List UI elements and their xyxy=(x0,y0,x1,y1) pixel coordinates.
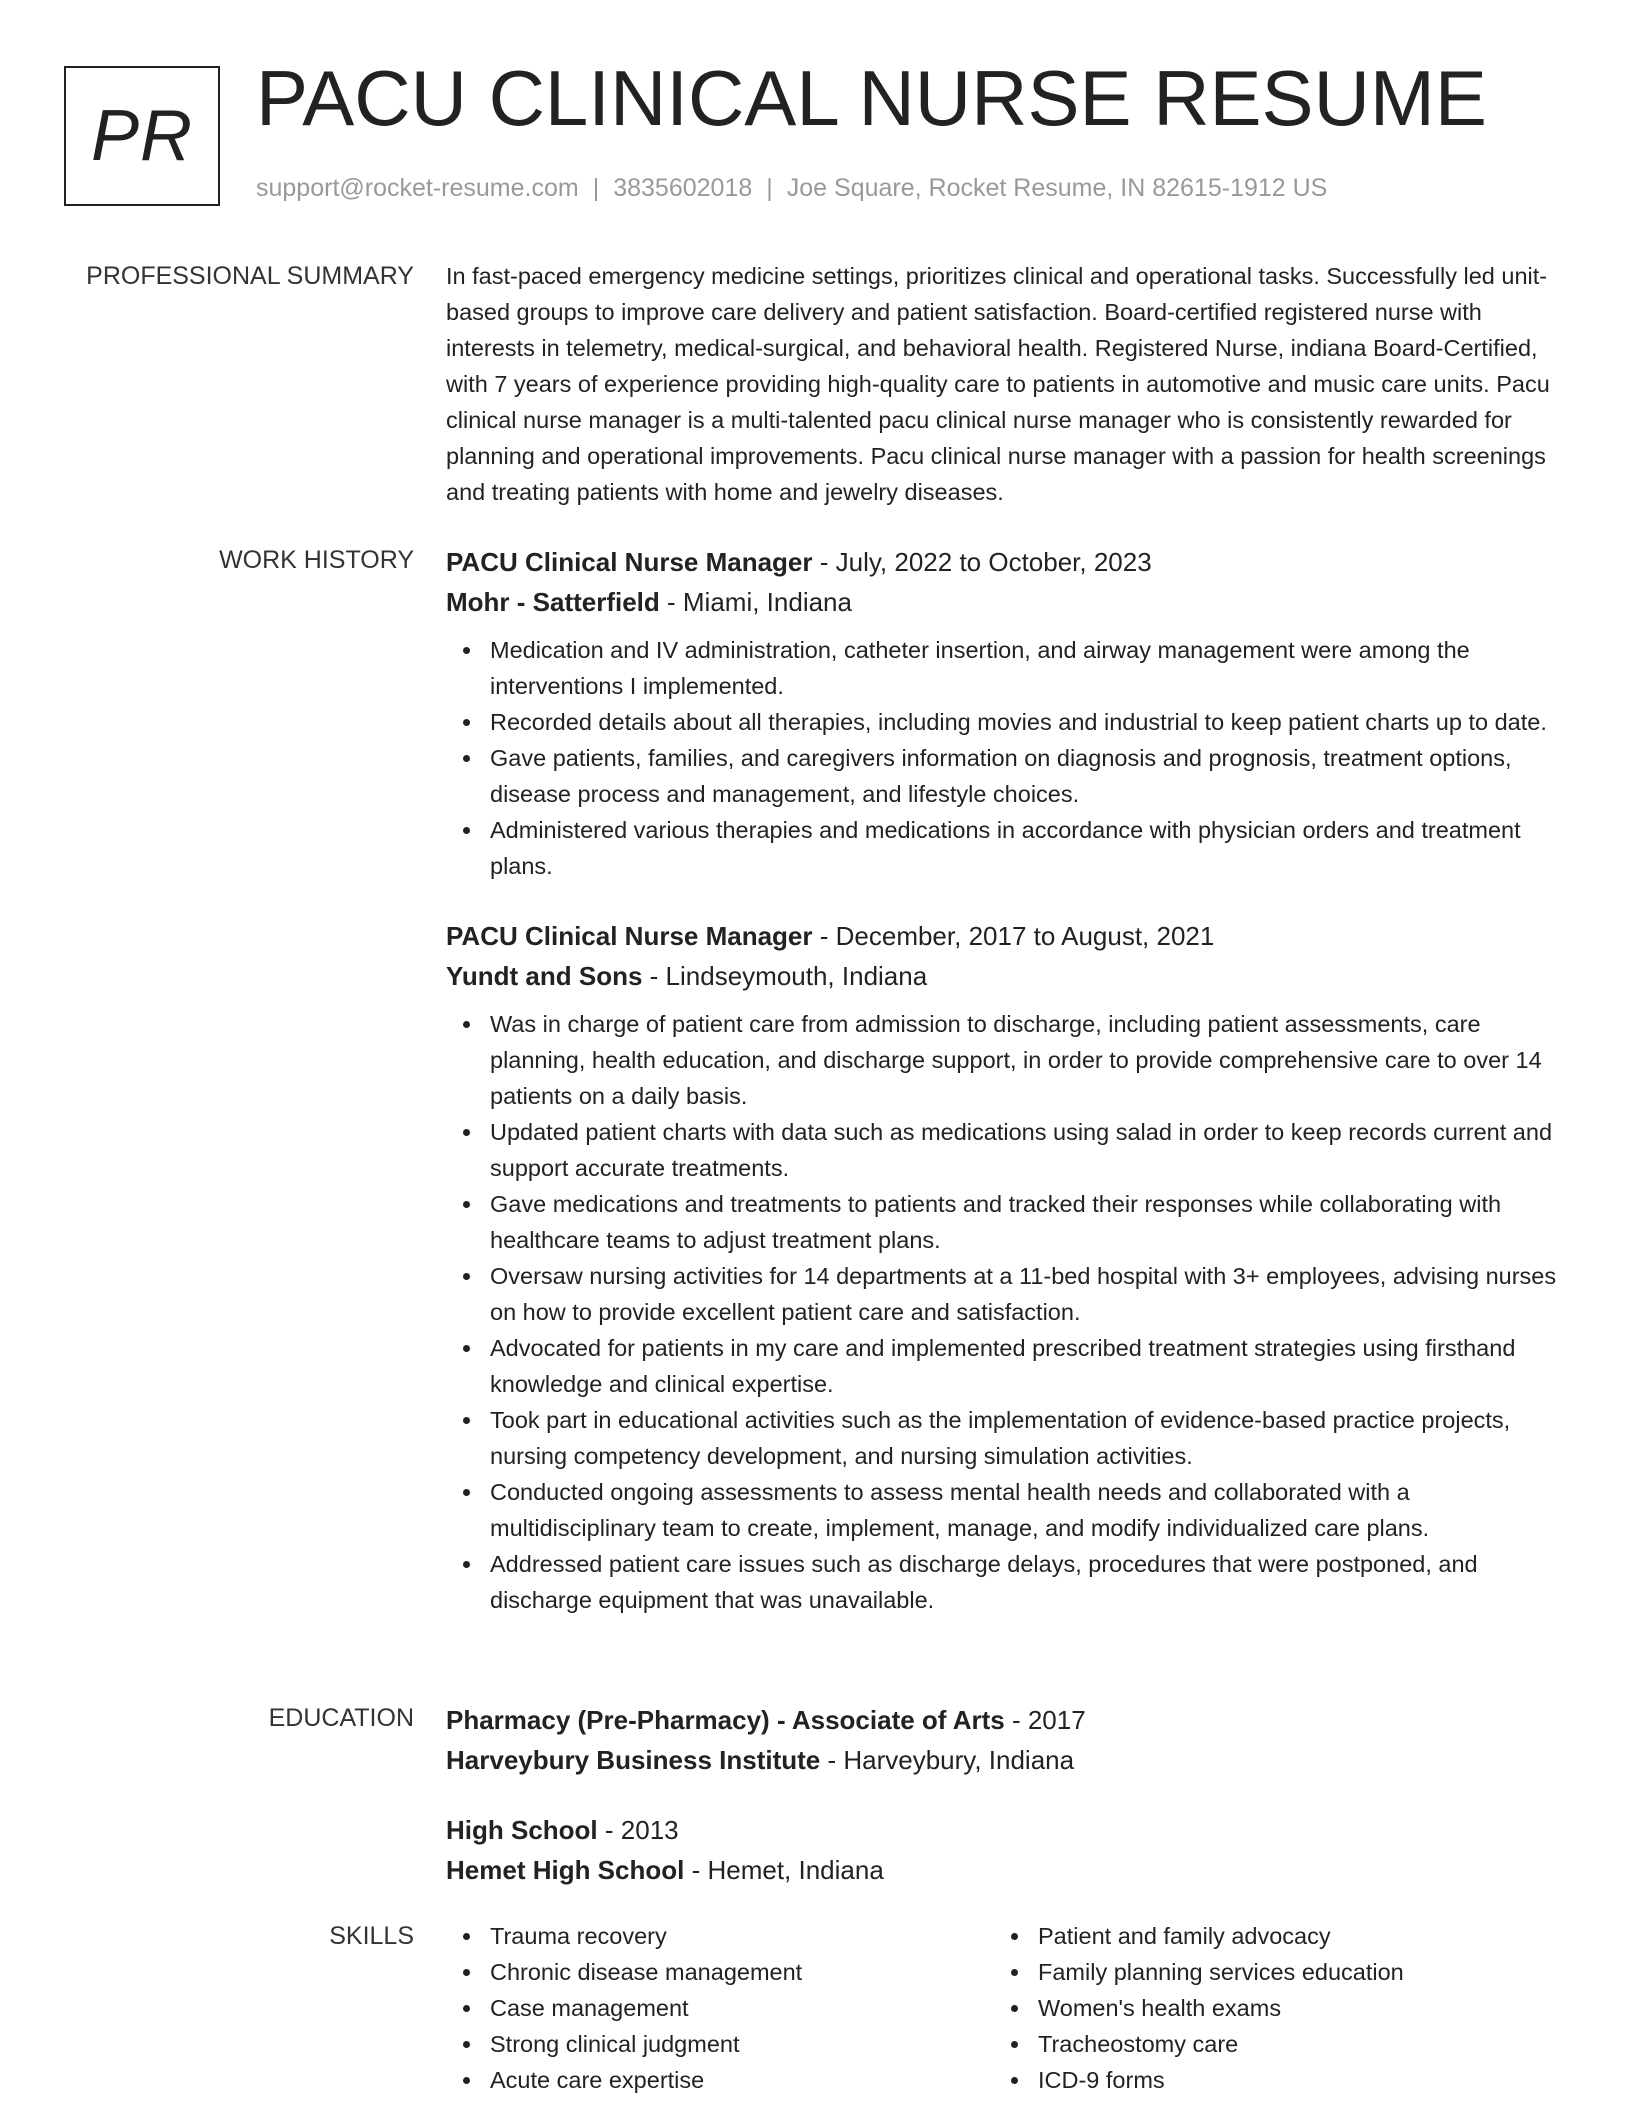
education-school: Hemet High School xyxy=(446,1855,685,1885)
education-degree: High School xyxy=(446,1815,598,1845)
skills-list-left xyxy=(446,1918,994,2098)
list-item: Women's health exams xyxy=(994,1990,1542,2026)
job-title: PACU Clinical Nurse Manager xyxy=(446,547,813,577)
list-item: Case management xyxy=(446,1990,994,2026)
job-dates: - December, 2017 to August, 2021 xyxy=(812,921,1215,951)
education-school: Harveybury Business Institute xyxy=(446,1745,821,1775)
job-title-line xyxy=(446,542,1566,582)
initials-monogram: PR xyxy=(64,66,220,206)
summary-text: In fast-paced emergency medicine settings, prioritizes clinical and operational tasks. Successfully led unit-based groups to improve care delivery and patient satisfaction. Board-certified registered nurse with interests in telemetry, medical-surgical, and behavioral health. Registered Nurse, indiana Board-Certified, with 7 years of experience providing high-quality care to patients in automotive and music care units. Pacu clinical nurse manager is a multi-talented pacu clinical nurse manager who is consistently rewarded for planning and operational improvements. Pacu clinical nurse manager with a passion for health screenings and treating patients with home and jewelry diseases. xyxy=(446,263,1550,505)
job-title: PACU Clinical Nurse Manager xyxy=(446,921,813,951)
list-item: Administered various therapies and medications in accordance with physician orders and treatment plans. xyxy=(446,812,1566,884)
contact-address: Joe Square, Rocket Resume, IN 82615-1912 US xyxy=(786,174,1328,202)
job-entry xyxy=(446,542,1566,884)
list-item: Family planning services education xyxy=(994,1954,1542,1990)
list-item: Took part in educational activities such as the implementation of evidence-based practice projects, nursing competency development, and nursing simulation activities. xyxy=(446,1402,1566,1474)
education-school-line xyxy=(446,1740,1566,1780)
education-location: - Harveybury, Indiana xyxy=(820,1745,1075,1775)
education-year: - 2017 xyxy=(1004,1705,1086,1735)
job-bullets xyxy=(446,632,1566,884)
job-title-line xyxy=(446,916,1566,956)
list-item: Chronic disease management xyxy=(446,1954,994,1990)
education-year: - 2013 xyxy=(597,1815,679,1845)
list-item: Updated patient charts with data such as medications using salad in order to keep records current and support accurate treatments. xyxy=(446,1114,1566,1186)
education-school-line xyxy=(446,1850,1566,1890)
education-degree-line xyxy=(446,1700,1566,1740)
job-bullets xyxy=(446,1006,1566,1618)
education-entry xyxy=(446,1810,1566,1890)
skills-columns xyxy=(446,1918,1566,2098)
list-item: Acute care expertise xyxy=(446,2062,994,2098)
section-label: PROFESSIONAL SUMMARY xyxy=(86,262,414,290)
job-location: - Miami, Indiana xyxy=(659,587,852,617)
job-company-line xyxy=(446,956,1566,996)
contact-line xyxy=(256,174,1327,203)
contact-separator: | xyxy=(766,174,773,202)
list-item: Tracheostomy care xyxy=(994,2026,1542,2062)
section-label: SKILLS xyxy=(329,1922,414,1950)
education-location: - Hemet, Indiana xyxy=(684,1855,884,1885)
job-entry xyxy=(446,916,1566,1618)
resume-title: PACU CLINICAL NURSE RESUME xyxy=(256,54,1487,142)
skills-list-right xyxy=(994,1918,1542,2098)
contact-email: support@rocket-resume.com xyxy=(256,174,579,202)
list-item: Medication and IV administration, catheter insertion, and airway management were among the interventions I implemented. xyxy=(446,632,1566,704)
section-label: WORK HISTORY xyxy=(219,546,414,574)
list-item: Advocated for patients in my care and implemented prescribed treatment strategies using firsthand knowledge and clinical expertise. xyxy=(446,1330,1566,1402)
list-item: Addressed patient care issues such as discharge delays, procedures that were postponed, and discharge equipment that was unavailable. xyxy=(446,1546,1566,1618)
education-entry xyxy=(446,1700,1566,1780)
list-item: Gave medications and treatments to patients and tracked their responses while collaborating with healthcare teams to adjust treatment plans. xyxy=(446,1186,1566,1258)
list-item: Was in charge of patient care from admission to discharge, including patient assessments, care planning, health education, and discharge support, in order to provide comprehensive care to over 14 patients on a daily basis. xyxy=(446,1006,1566,1114)
job-dates: - July, 2022 to October, 2023 xyxy=(812,547,1152,577)
contact-separator: | xyxy=(592,174,600,202)
education-degree-line xyxy=(446,1810,1566,1850)
list-item: Patient and family advocacy xyxy=(994,1918,1542,1954)
contact-phone: 3835602018 xyxy=(613,174,753,202)
list-item: Trauma recovery xyxy=(446,1918,994,1954)
list-item: Recorded details about all therapies, including movies and industrial to keep patient charts up to date. xyxy=(446,704,1566,740)
job-company-line xyxy=(446,582,1566,622)
section-label: EDUCATION xyxy=(268,1704,414,1732)
list-item: Conducted ongoing assessments to assess mental health needs and collaborated with a multidisciplinary team to create, implement, manage, and modify individualized care plans. xyxy=(446,1474,1566,1546)
job-location: - Lindseymouth, Indiana xyxy=(642,961,928,991)
job-company: Yundt and Sons xyxy=(446,961,643,991)
education-degree: Pharmacy (Pre-Pharmacy) - Associate of Arts xyxy=(446,1705,1005,1735)
list-item: Oversaw nursing activities for 14 departments at a 11-bed hospital with 3+ employees, advising nurses on how to provide excellent patient care and satisfaction. xyxy=(446,1258,1566,1330)
list-item: Gave patients, families, and caregivers information on diagnosis and prognosis, treatment options, disease process and management, and lifestyle choices. xyxy=(446,740,1566,812)
list-item: Strong clinical judgment xyxy=(446,2026,994,2062)
job-company: Mohr - Satterfield xyxy=(446,587,660,617)
list-item: ICD-9 forms xyxy=(994,2062,1542,2098)
